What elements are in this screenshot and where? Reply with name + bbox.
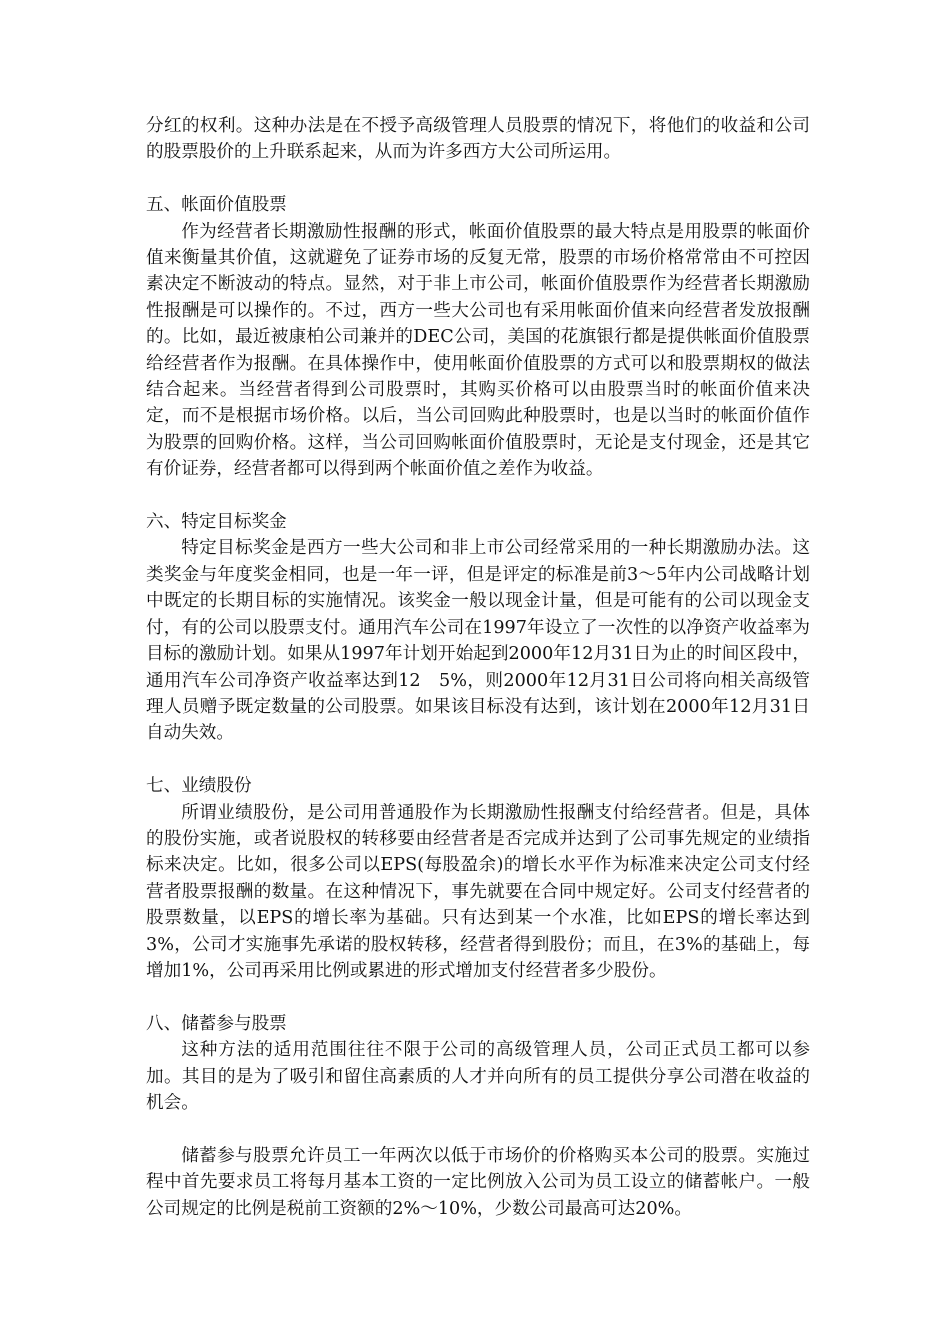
spacer [146, 1116, 810, 1142]
document-page [146, 113, 810, 1222]
section-8-paragraph-1: 这种方法的适用范围往往不限于公司的高级管理人员，公司正式员工都可以参加。其目的是为了吸引和留住高素质的人才并向所有的员工提供分享公司潜在收益的机会。 [146, 1040, 810, 1113]
spacer [146, 483, 810, 509]
spacer [146, 984, 810, 1010]
section-7-paragraph: 所谓业绩股份，是公司用普通股作为长期激励性报酬支付给经营者。但是，具体的股份实施，或者说股权的转移要由经营者是否完成并达到了公司事先规定的业绩指标来决定。比如，很多公司以EPS(每股盈余)的增长水平作为标准来决定公司支付经营者股票报酬的数量。在这种情况下，事先就要在合同中规定好。公司支付经营者的股票数量，以EPS的增长率为基础。只有达到某一个水准，比如EPS的增长率达到3%，公司才实施事先承诺的股权转移，经营者得到股份；而且，在3%的基础上，每增加1%，公司再采用比例或累进的形式增加支付经营者多少股份。 [146, 802, 810, 981]
section-heading-6: 六、特定目标奖金 [146, 512, 287, 533]
section-5-paragraph: 作为经营者长期激励性报酬的形式，帐面价值股票的最大特点是用股票的帐面价值来衡量其价值，这就避免了证券市场的反复无常，股票的市场价格常常由不可控因素决定不断波动的特点。显然，对于非上市公司，帐面价值股票作为经营者长期激励性报酬是可以操作的。不过，西方一些大公司也有采用帐面价值来向经营者发放报酬的。比如，最近被康柏公司兼并的DEC公司，美国的花旗银行都是提供帐面价值股票给经营者作为报酬。在具体操作中，使用帐面价值股票的方式可以和股票期权的做法结合起来。当经营者得到公司股票时，其购买价格可以由股票当时的帐面价值来决定，而不是根据市场价格。以后，当公司回购此种股票时，也是以当时的帐面价值作为股票的回购价格。这样，当公司回购帐面价值股票时，无论是支付现金，还是其它有价证券，经营者都可以得到两个帐面价值之差作为收益。 [146, 221, 810, 480]
section-6-paragraph: 特定目标奖金是西方一些大公司和非上市公司经常采用的一种长期激励办法。这类奖金与年度奖金相同，也是一年一评，但是评定的标准是前3～5年内公司战略计划中既定的长期目标的实施情况。该奖金一般以现金计量，但是可能有的公司以现金支付，有的公司以股票支付。通用汽车公司在1997年设立了一次性的以净资产收益率为目标的激励计划。如果从1997年计划开始起到2000年12月31日为止的时间区段中，通用汽车公司净资产收益率达到12 5%，则2000年12月31日公司将向相关高级管理人员赠予既定数量的公司股票。如果该目标没有达到，该计划在2000年12月31日自动失效。 [146, 538, 810, 744]
spacer [146, 747, 810, 773]
spacer [146, 166, 810, 192]
section-heading-7: 七、业绩股份 [146, 776, 252, 797]
intro-paragraph: 分红的权利。这种办法是在不授予高级管理人员股票的情况下，将他们的收益和公司的股票股价的上升联系起来，从而为许多西方大公司所运用。 [146, 116, 810, 163]
section-heading-5: 五、帐面价值股票 [146, 195, 287, 216]
section-heading-8: 八、储蓄参与股票 [146, 1013, 287, 1034]
section-8-paragraph-2: 储蓄参与股票允许员工一年两次以低于市场价的价格购买本公司的股票。实施过程中首先要求员工将每月基本工资的一定比例放入公司为员工设立的储蓄帐户。一般公司规定的比例是税前工资额的2%～10%，少数公司最高可达20%。 [146, 1145, 810, 1219]
